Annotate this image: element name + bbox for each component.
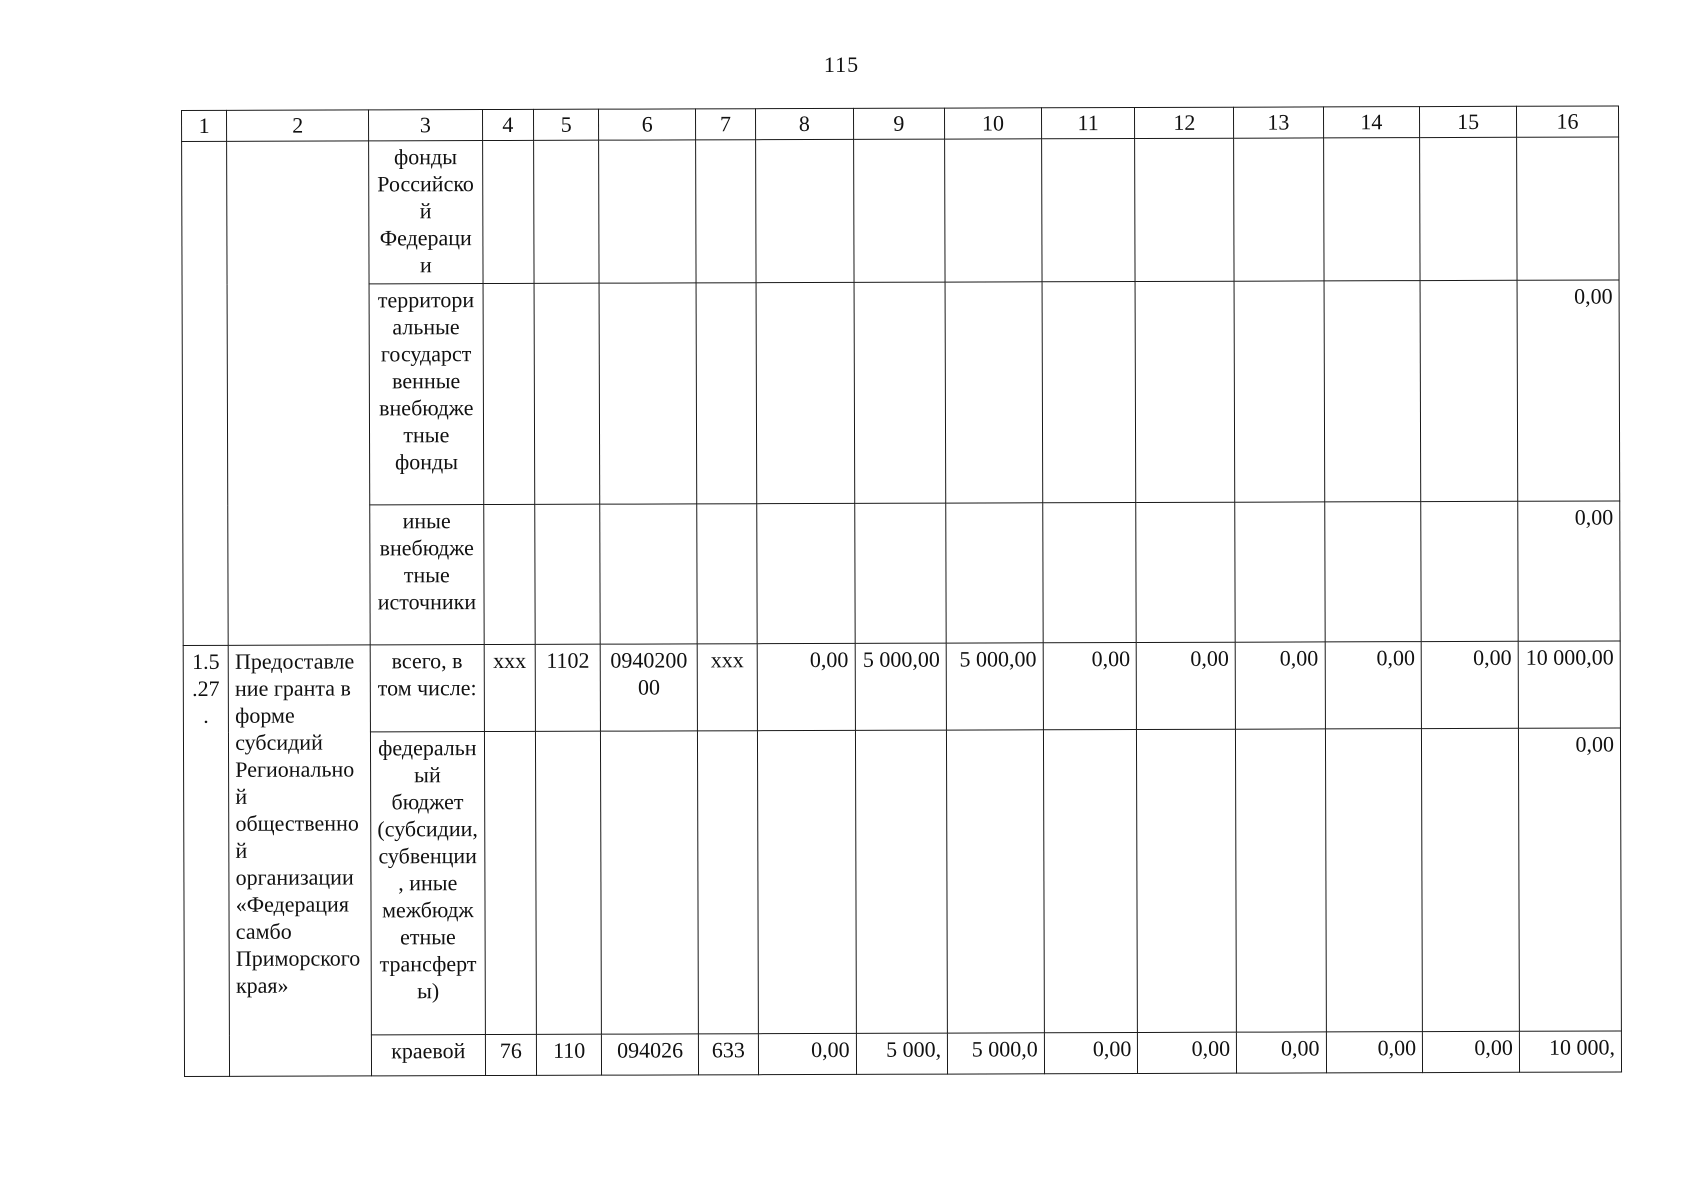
header-row [182,106,1619,142]
value-cell: 0,00 [1518,501,1621,641]
budget-table [181,105,1622,1077]
value-cell: 5 000,0 [947,1033,1044,1074]
cell-number-empty [182,141,229,645]
value-cell: 5 000,00 [855,643,947,730]
value-cell: 10 000,00 [1518,641,1620,728]
value-cell: 110 [537,1034,602,1075]
column-header: 4 [482,109,534,140]
cell-name-empty [227,141,370,645]
value-cell: 0,00 [1137,642,1236,729]
column-header: 11 [1041,108,1135,139]
value-cell: 10 000, [1519,1031,1621,1072]
column-header: 14 [1323,107,1420,138]
value-cell: 0,00 [1325,642,1422,729]
value-cell: 0,00 [758,1033,856,1074]
column-header: 9 [853,108,945,139]
value-cell: 5 000, [856,1033,948,1074]
column-header: 12 [1135,107,1234,138]
column-header: 13 [1234,107,1323,138]
value-cell: 0,00 [1423,1031,1520,1072]
source-cell: краевой [372,1035,486,1076]
item-number-cell: 1.5.27. [183,645,230,1076]
column-header: 5 [534,109,599,140]
page-number: 115 [823,52,860,77]
source-cell: иные внебюджетные источники [370,505,484,645]
column-header: 10 [945,108,1042,139]
column-header: 8 [755,108,853,139]
value-cell: 76 [485,1034,537,1075]
table-row [184,1031,1621,1077]
source-cell: федеральный бюджет (субсидии, субвенции, иные межбюджетные трансферты) [371,732,485,1035]
value-cell: 0,00 [1235,642,1325,729]
value-cell: 1102 [535,644,600,731]
value-cell: xxx [484,644,536,731]
table-row [183,641,1620,733]
column-header: 6 [599,109,696,140]
value-cell: xxx [697,644,757,731]
value-cell: 094020000 [600,644,697,731]
value-cell: 0,00 [1044,1032,1138,1073]
value-cell: 0,00 [757,643,855,730]
column-header: 16 [1516,106,1618,137]
table-row [183,728,1621,1036]
value-cell: 0,00 [1421,641,1518,728]
source-cell: всего, в том числе: [370,645,484,732]
source-cell: фонды Российской Федерации [369,141,483,284]
value-cell: 0,00 [1138,1032,1237,1073]
value-cell: 0,00 [1518,728,1621,1031]
column-header: 1 [182,110,227,141]
value-cell: 0,00 [1517,280,1620,501]
value-cell: 0,00 [1237,1032,1326,1073]
table-row [182,280,1620,506]
table-row [183,501,1620,646]
column-header: 15 [1420,106,1517,137]
column-header: 3 [369,110,483,141]
table-row [182,137,1619,285]
item-name-cell: Предоставление гранта в форме субсидий Региональной общественной организации «Федерация самбо Приморского края» [228,645,371,1076]
source-cell: территориальные государственные внебюджетные фонды [369,284,483,505]
column-header: 7 [695,109,755,140]
value-cell: 633 [698,1034,758,1075]
column-header: 2 [227,110,369,141]
value-cell: 0,00 [1326,1032,1423,1073]
value-cell: 5 000,00 [946,643,1043,730]
value-cell: 0,00 [1043,643,1137,730]
value-cell: 094026 [602,1034,699,1075]
